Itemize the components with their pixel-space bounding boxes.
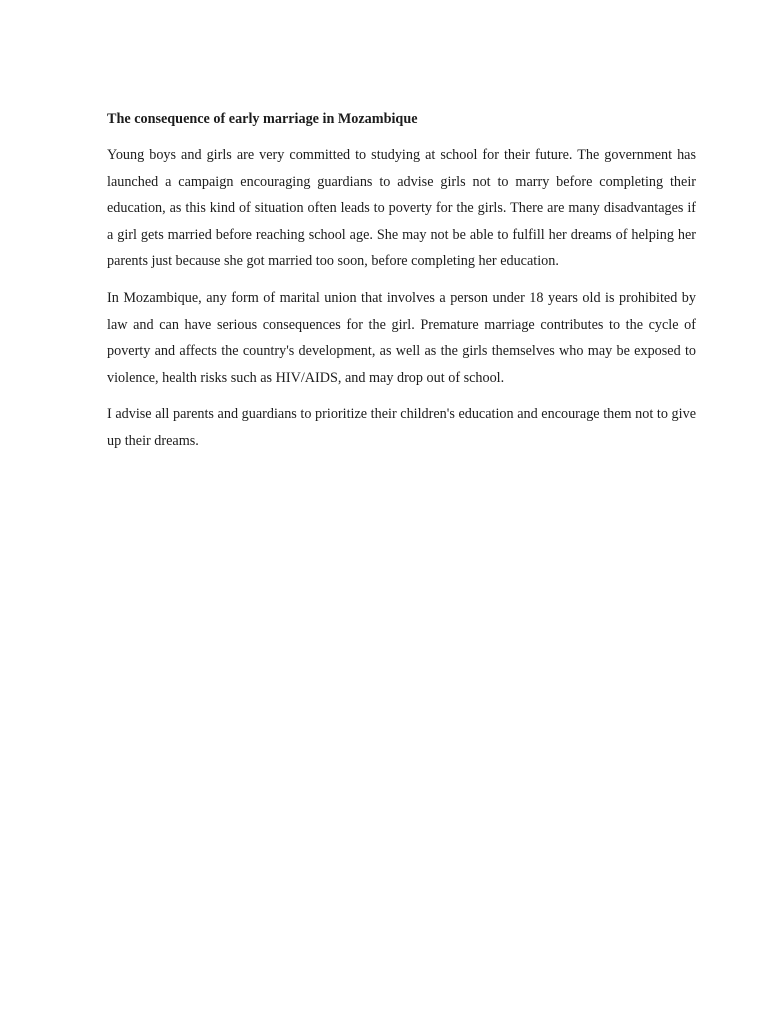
paragraph-2: In Mozambique, any form of marital union that involves a person under 18 years old is prohibited by law and can have serious consequences for the girl. Premature marriage contributes to the cycle of poverty and affects the country's development, as well as the girls themselves who may be exposed to violence, health risks such as HIV/AIDS, and may drop out of school. bbox=[107, 289, 696, 386]
paragraph-3: I advise all parents and guardians to prioritize their children's education and encourage them not to give up their dreams. bbox=[107, 406, 696, 449]
document-title: The consequence of early marriage in Mozambique bbox=[107, 111, 418, 127]
paragraph-1: Young boys and girls are very committed to studying at school for their future. The government has launched a campaign encouraging guardians to advise girls not to marry before completing their education, as this kind of situation often leads to poverty for the girls. There are many disadvantages if a girl gets married before reaching school age. She may not be able to fulfill her dreams of helping her parents just because she got married too soon, before completing her education. bbox=[107, 147, 696, 270]
document-body bbox=[107, 106, 696, 465]
